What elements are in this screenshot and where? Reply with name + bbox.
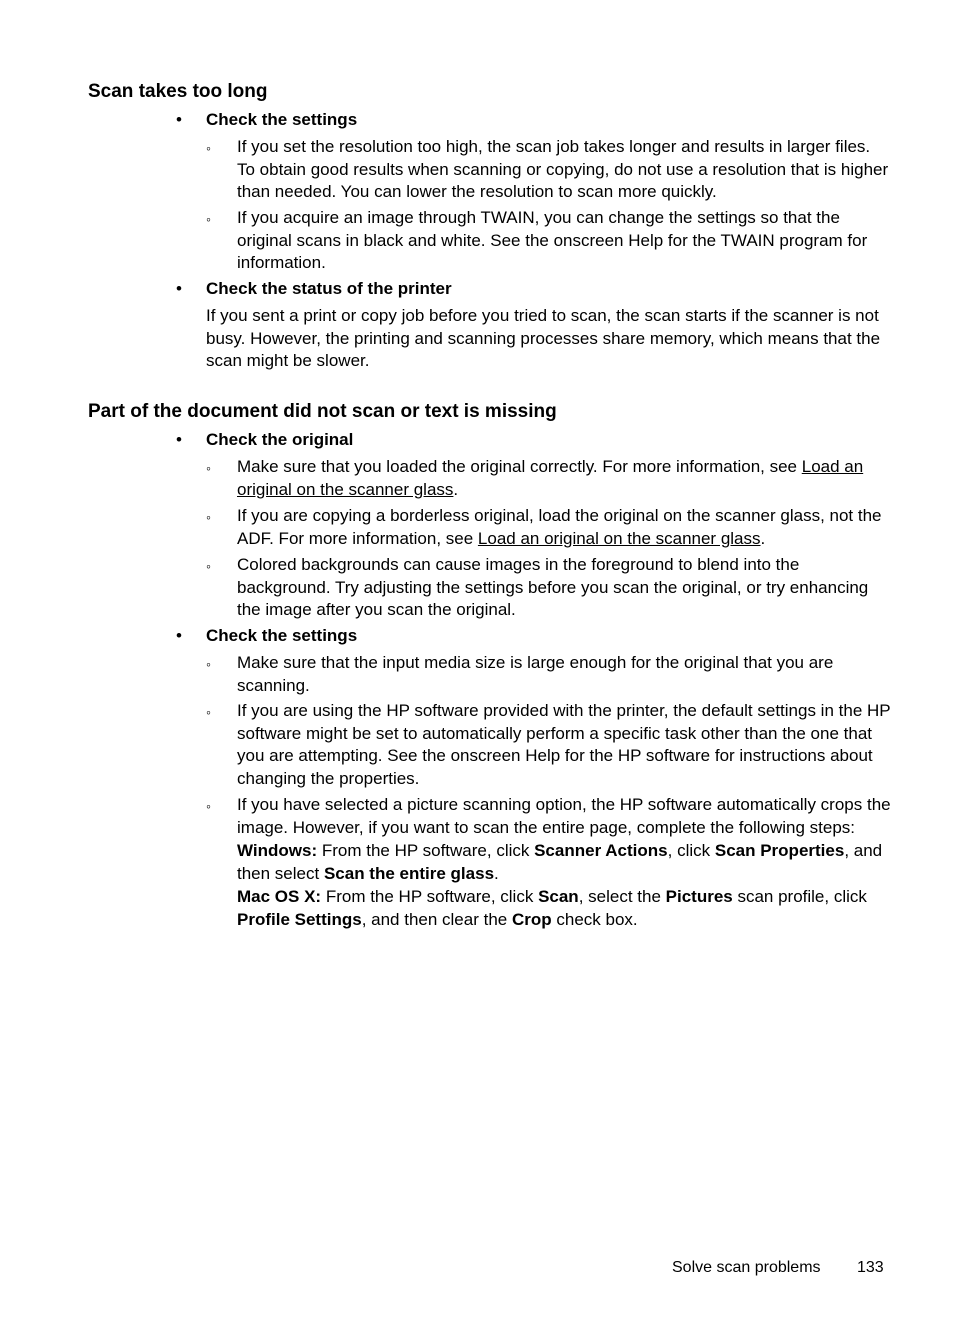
scanner-actions-term: Scanner Actions <box>534 841 668 860</box>
pictures-term: Pictures <box>665 887 733 906</box>
borderless-text: If you are copying a borderless original, load the original on the scanner glass, not the ADF. For more information, see <box>237 506 882 548</box>
bullet-icon: • <box>176 626 182 645</box>
sub-bullet-icon: ◦ <box>206 704 211 720</box>
bullet-icon: • <box>176 279 182 298</box>
check-printer-status-label: Check the status of the printer <box>206 279 452 298</box>
mac-text: check box. <box>551 909 638 929</box>
sub-bullet-icon: ◦ <box>206 656 211 672</box>
sub-bullet-icon: ◦ <box>206 798 211 814</box>
picture-scanning-text: If you have selected a picture scanning option, the HP software automatically crops the image. However, if you want to scan the entire page, complete the following steps: <box>237 795 891 837</box>
loaded-correctly-text: Make sure that you loaded the original correctly. For more information, see <box>237 457 802 476</box>
media-size-tip: Make sure that the input media size is large enough for the original that you are scanning. <box>237 653 834 695</box>
scan-entire-glass-term: Scan the entire glass <box>323 863 495 883</box>
footer-section-title: Solve scan problems <box>672 1259 821 1276</box>
bullet-icon: • <box>176 430 182 449</box>
resolution-tip: If you set the resolution too high, the scan job takes longer and results in larger files. To obtain good results when scanning or copying, do not use a resolution that is higher than needed. You can lower the resolution to scan more quickly. <box>237 137 889 201</box>
sub-bullet-icon: ◦ <box>206 558 211 574</box>
mac-label: Mac OS X: <box>237 887 322 906</box>
windows-label: Windows: <box>237 841 318 860</box>
windows-text: , and then select <box>237 841 883 883</box>
windows-steps <box>237 840 892 885</box>
scan-properties-term: Scan Properties <box>714 841 845 860</box>
scan-term: Scan <box>538 887 579 906</box>
section-heading-missing-text: Part of the document did not scan or text is missing <box>88 401 557 422</box>
mac-steps <box>237 886 892 931</box>
hp-software-tip: If you are using the HP software provided with the printer, the default settings in the HP software might be set to automatically perform a specific task other than the one that you are attempting. See the onscreen Help for the HP software for instructions about changing the properties. <box>237 701 891 788</box>
load-original-link[interactable]: Load an original on the scanner glass <box>477 528 761 548</box>
twain-tip: If you acquire an image through TWAIN, you can change the settings so that the original scans in black and white. See the onscreen Help for the TWAIN program for information. <box>237 208 868 272</box>
printer-status-body: If you sent a print or copy job before you tried to scan, the scan starts if the scanner is not busy. However, the printing and scanning processes share memory, which means that the scan might be slower. <box>206 306 881 370</box>
load-original-link[interactable]: Load an original on the scanner glass <box>237 457 864 499</box>
sub-bullet-icon: ◦ <box>206 140 211 156</box>
sub-bullet-icon: ◦ <box>206 211 211 227</box>
page-number: 133 <box>857 1259 884 1276</box>
mac-text: From the HP software, click <box>321 887 539 906</box>
sub-bullet-icon: ◦ <box>206 460 211 476</box>
check-settings-label: Check the settings <box>206 626 358 645</box>
period-text: . <box>760 528 766 548</box>
sub-bullet-icon: ◦ <box>206 509 211 525</box>
profile-settings-term: Profile Settings <box>237 909 362 929</box>
check-settings-label: Check the settings <box>206 110 358 129</box>
windows-text: , click <box>667 841 715 860</box>
section-heading-scan-too-long: Scan takes too long <box>88 81 268 102</box>
mac-text: , select the <box>578 887 666 906</box>
mac-text: scan profile, click <box>732 887 867 906</box>
loaded-correctly-tip <box>237 456 892 501</box>
picture-scanning-tip <box>237 794 892 931</box>
windows-text: . <box>494 863 499 883</box>
mac-text: , and then clear the <box>361 909 512 929</box>
crop-term: Crop <box>511 909 552 929</box>
bullet-icon: • <box>176 110 182 129</box>
check-original-label: Check the original <box>206 430 354 449</box>
borderless-tip <box>237 505 892 550</box>
windows-text: From the HP software, click <box>317 841 535 860</box>
period-text: . <box>453 479 459 499</box>
colored-backgrounds-tip: Colored backgrounds can cause images in the foreground to blend into the background. Try adjusting the settings before you scan the original, or try enhancing the image after you scan the original. <box>237 555 869 619</box>
